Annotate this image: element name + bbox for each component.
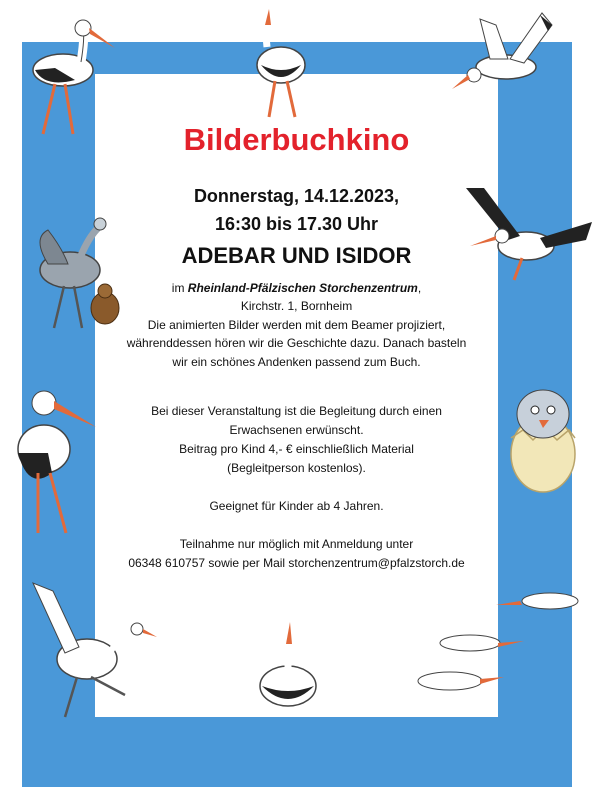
- story-title: ADEBAR UND ISIDOR: [181, 243, 412, 268]
- stork-illustration: [462, 176, 597, 291]
- stork-illustration: [245, 5, 315, 120]
- stork-illustration: [400, 585, 595, 705]
- event-date: Donnerstag, 14.12.2023,: [193, 186, 400, 206]
- accompaniment-line: Bei dieser Veranstaltung ist die Begleitung durch einen: [151, 404, 442, 418]
- description-line: wir ein schönes Andenken passend zum Buch.: [172, 355, 421, 369]
- chick-in-egg-illustration: [495, 376, 590, 496]
- stork-illustration: [15, 8, 115, 138]
- registration-contact: 06348 610757 sowie per Mail storchenzentrum@pfalzstorch.de: [128, 556, 465, 570]
- beaver-illustration: [88, 282, 122, 326]
- event-time: 16:30 bis 17.30 Uhr: [214, 214, 379, 234]
- crane-illustration: [25, 577, 160, 722]
- stork-illustration: [256, 620, 322, 712]
- stork-illustration: [8, 373, 100, 538]
- location-name: Rheinland-Pfälzischen Storchenzentrum: [187, 281, 418, 295]
- description-line: Die animierten Bilder werden mit dem Beamer projiziert,: [147, 318, 446, 332]
- fee-note: (Begleitperson kostenlos).: [227, 461, 366, 475]
- location-prefix: im: [171, 281, 188, 295]
- description-line: währenddessen hören wir die Geschichte dazu. Danach basteln: [126, 336, 467, 350]
- poster-title: Bilderbuchkino: [183, 122, 410, 157]
- stork-illustration: [450, 5, 565, 100]
- registration-line: Teilnahme nur möglich mit Anmeldung unter: [179, 537, 414, 551]
- location-line: [95, 279, 498, 297]
- accompaniment-line: Erwachsenen erwünscht.: [229, 423, 364, 437]
- location-suffix: ,: [417, 281, 422, 295]
- address-line: Kirchstr. 1, Bornheim: [240, 299, 353, 313]
- age-line: Geeignet für Kinder ab 4 Jahren.: [209, 499, 384, 513]
- fee-line: Beitrag pro Kind 4,- € einschließlich Material: [179, 442, 414, 456]
